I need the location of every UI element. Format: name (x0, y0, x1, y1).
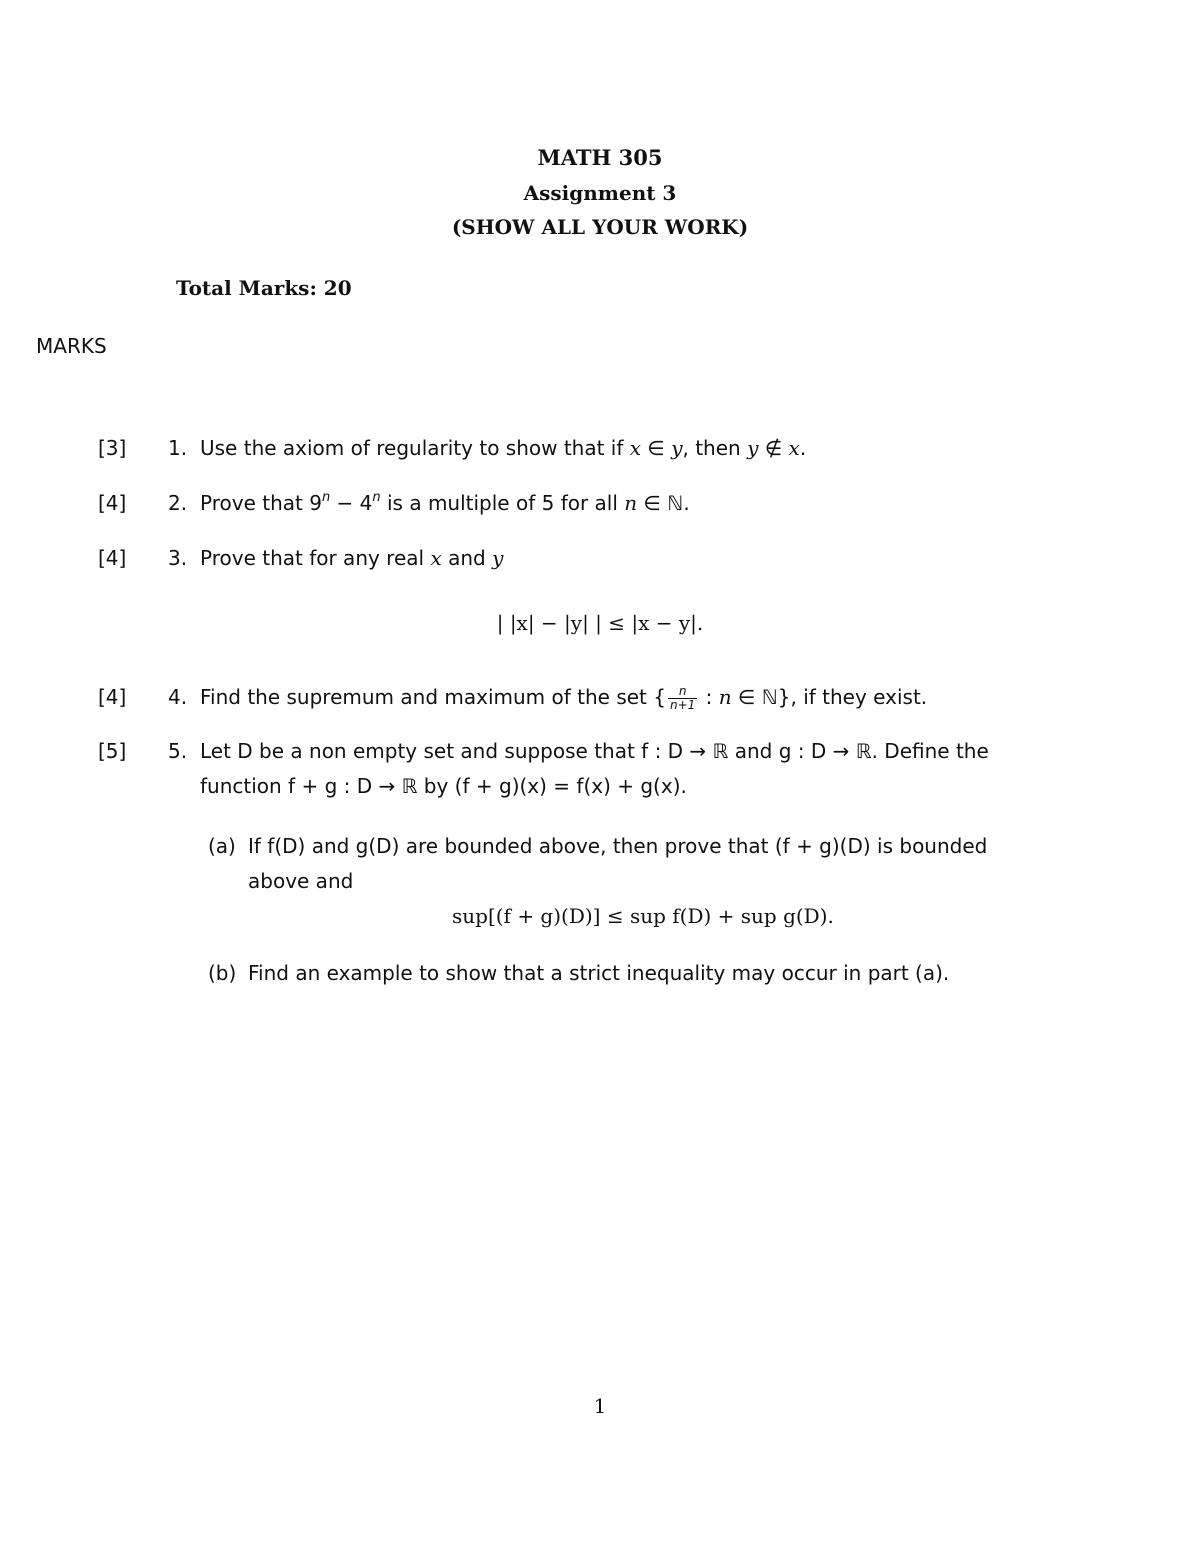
q1-marks: [3] (98, 436, 127, 460)
instruction: (SHOW ALL YOUR WORK) (451, 215, 749, 239)
q5a-display-equation: sup[(f + g)(D)] ≤ sup f(D) + sup g(D). (452, 904, 834, 928)
q5-number: 5. (168, 739, 188, 763)
q5-line-2: function f + g : D → ℝ by (f + g)(x) = f(x) + g(x). (200, 774, 687, 798)
q3-display-equation: | |x| − |y| | ≤ |x − y|. (496, 611, 704, 635)
q1-number: 1. (168, 436, 188, 460)
q5b-label: (b) (208, 961, 237, 985)
q2-marks: [4] (98, 491, 127, 515)
marks-label: MARKS (36, 334, 107, 358)
assignment-title: Assignment 3 (523, 181, 677, 205)
q2-number: 2. (168, 491, 188, 515)
q5-line-1: Let D be a non empty set and suppose that f : D → ℝ and g : D → ℝ. Define the (200, 739, 989, 763)
q3-marks: [4] (98, 546, 127, 570)
q5-marks: [5] (98, 739, 127, 763)
fraction: $\frac{n}{n+1}$ (669, 684, 696, 712)
q5a-label: (a) (208, 834, 236, 858)
q5a-line-1: If f(D) and g(D) are bounded above, then prove that (f + g)(D) is bounded (248, 834, 988, 858)
page-number: 1 (593, 1394, 607, 1418)
q4-number: 4. (168, 685, 188, 709)
q4-marks: [4] (98, 685, 127, 709)
q1-text: Use the axiom of regularity to show that if x ∈ y, then y ∉ x. (200, 436, 807, 460)
q4-text: Find the supremum and maximum of the set { $\frac{n}{n+1}$ : n ∈ ℕ}, if they exist. (200, 684, 928, 712)
total-marks: Total Marks: 20 (176, 276, 352, 300)
course-title: MATH 305 (537, 145, 663, 170)
q2-text: Prove that $9^n - 4^n$ is a multiple of 5 for all n ∈ ℕ. (200, 490, 690, 515)
q3-text: Prove that for any real x and y (200, 546, 504, 570)
q5a-line-2: above and (248, 869, 354, 893)
q3-number: 3. (168, 546, 188, 570)
q5b-line-1: Find an example to show that a strict inequality may occur in part (a). (248, 961, 950, 985)
